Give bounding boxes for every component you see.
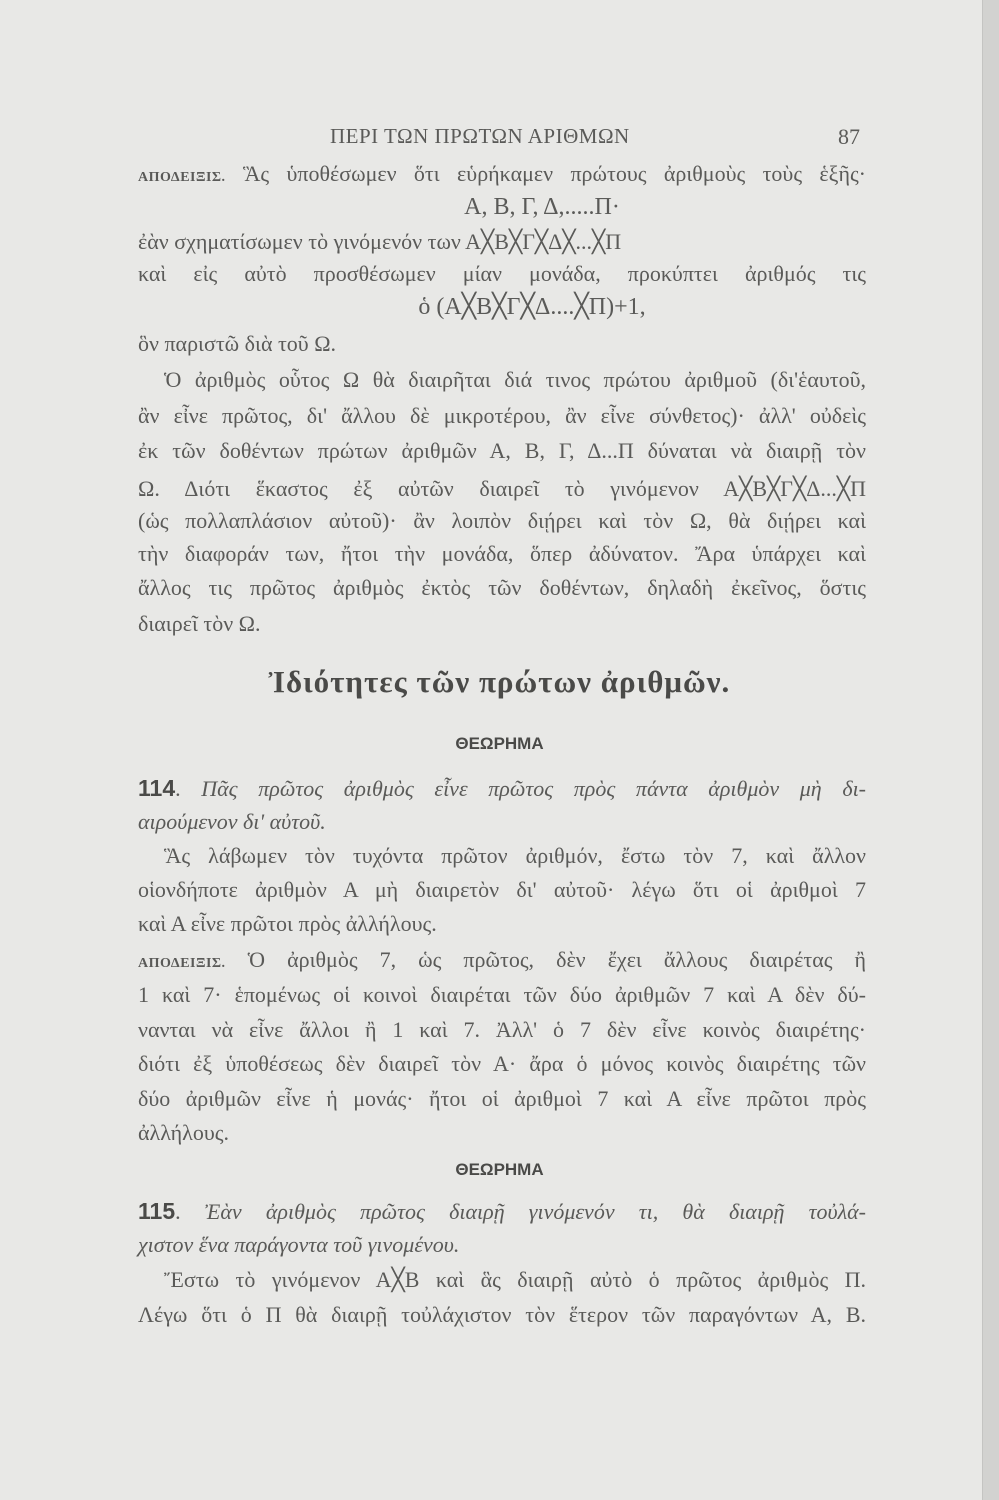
text-line: ἀλλήλους. [138,1120,229,1145]
text-line: καὶ Α εἶνε πρῶτοι πρὸς ἀλλήλους. [138,911,437,936]
proof-label: ΑΠΟΔΕΙΞΙΣ. [138,956,226,971]
text-line: 1 καὶ 7· ἑπομένως οἱ κοινοὶ διαιρέται τῶν δύο ἀριθμῶν 7 καὶ Α δὲν δύ- [138,982,866,1007]
formula-line: ὁ (Α╳Β╳Γ╳Δ....╳Π)+1, [418,294,646,320]
text-line: νανται νὰ εἶνε ἄλλοι ἢ 1 καὶ 7. Ἀλλ' ὁ 7 δὲν εἶνε κοινὸς διαιρέτης· [138,1017,866,1042]
text-line: τὴν διαφοράν των, ἤτοι τὴν μονάδα, ὅπερ ἀδύνατον. Ἄρα ὑπάρχει καὶ [138,541,866,566]
theorem-number: 114 [138,775,176,801]
text-span: Πᾶς πρῶτος ἀριθμὸς εἶνε πρῶτος πρὸς πάντα ἀριθμὸν μὴ δι- [201,776,867,801]
text-span: Ἃς ὑποθέσωμεν ὅτι εὑρήκαμεν πρώτους ἀριθμοὺς τοὺς ἑξῆς· [242,161,866,186]
text-line: οἱονδήποτε ἀριθμὸν Α μὴ διαιρετὸν δι' αὐτοῦ· λέγω ὅτι οἱ ἀριθμοὶ 7 [138,877,866,902]
theorem-heading: ΘΕΩΡΗΜΑ [455,1160,544,1179]
text-line: ἐὰν σχηματίσωμεν τὸ γινόμενόν των Α╳Β╳Γ╳Δ╳...╳Π [138,229,622,254]
text-line: καὶ εἰς αὐτὸ προσθέσωμεν μίαν μονάδα, προκύπτει ἀριθμός τις [138,261,866,286]
text-line: ἄλλος τις πρῶτος ἀριθμὸς ἐκτὸς τῶν δοθέντων, δηλαδὴ ἐκεῖνος, ὅστις [138,575,866,600]
theorem-statement: αιρούμενον δι' αὐτοῦ. [138,809,326,834]
proof-label: ΑΠΟΔΕΙΞΙΣ. [138,170,226,185]
text-line: Ἔστω τὸ γινόμενον Α╳Β καὶ ἃς διαιρῇ αὐτὸ ὁ πρῶτος ἀριθμὸς Π. [164,1267,866,1292]
theorem-number: 115 [138,1198,176,1224]
page-number: 87 [838,124,860,149]
text-span: Ἐὰν ἀριθμὸς πρῶτος διαιρῇ γινόμενόν τι, θὰ διαιρῇ τοὐλά- [204,1199,866,1224]
text-line: Ὁ ἀριθμὸς οὗτος Ω θὰ διαιρῆται διά τινος πρώτου ἀριθμοῦ (δι'ἑαυτοῦ, [164,367,866,392]
text-line [138,160,866,192]
text-line: Ἃς λάβωμεν τὸν τυχόντα πρῶτον ἀριθμόν, ἔστω τὸν 7, καὶ ἄλλον [164,843,866,868]
text-span: Ὁ ἀριθμὸς 7, ὡς πρῶτος, δὲν ἔχει ἄλλους διαιρέτας ἢ [247,947,867,972]
theorem-statement: 115. Ἐὰν ἀριθμὸς πρῶτος διαιρῇ γινόμενόν τι, θὰ διαιρῇ τοὐλά- [138,1198,866,1224]
running-header: ΠΕΡΙ ΤΩΝ ΠΡΩΤΩΝ ΑΡΙΘΜΩΝ [330,124,630,148]
text-line: Ω. Διότι ἕκαστος ἐξ αὐτῶν διαιρεῖ τὸ γινόμενον Α╳Β╳Γ╳Δ...╳Π [138,476,866,501]
text-line: (ὡς πολλαπλάσιον αὐτοῦ)· ἂν λοιπὸν διῄρει καὶ τὸν Ω, θὰ διῄρει καὶ [138,508,866,533]
text-line: διαιρεῖ τὸν Ω. [138,611,261,636]
section-title: Ἰδιότητες τῶν πρώτων ἀριθμῶν. [268,664,731,699]
text-line: ἐκ τῶν δοθέντων πρώτων ἀριθμῶν Α, Β, Γ, Δ...Π δύναται νὰ διαιρῇ τὸν [138,438,866,463]
theorem-heading: ΘΕΩΡΗΜΑ [455,734,544,753]
text-line: διότι ἐξ ὑποθέσεως δὲν διαιρεῖ τὸν Α· ἄρα ὁ μόνος κοινὸς διαιρέτης τῶν [138,1051,866,1076]
text-line: Λέγω ὅτι ὁ Π θὰ διαιρῇ τοὐλάχιστον τὸν ἕτερον τῶν παραγόντων Α, Β. [138,1302,866,1327]
theorem-statement: χιστον ἕνα παράγοντα τοῦ γινομένου. [138,1232,460,1257]
text-line: δύο ἀριθμῶν εἶνε ἡ μονάς· ἤτοι οἱ ἀριθμοὶ 7 καὶ Α εἶνε πρῶτοι πρὸς [138,1086,866,1111]
text-line: ἂν εἶνε πρῶτος, δι' ἄλλου δὲ μικροτέρου, ἂν εἶνε σύνθετος)· ἀλλ' οὐδεὶς [138,403,866,428]
theorem-statement: 114. Πᾶς πρῶτος ἀριθμὸς εἶνε πρῶτος πρὸς πάντα ἀριθμὸν μὴ δι- [138,775,867,801]
text-line: ὃν παριστῶ διὰ τοῦ Ω. [138,331,337,356]
text-line [138,946,866,978]
formula-line: Α, Β, Γ, Δ,.....Π· [464,194,620,220]
